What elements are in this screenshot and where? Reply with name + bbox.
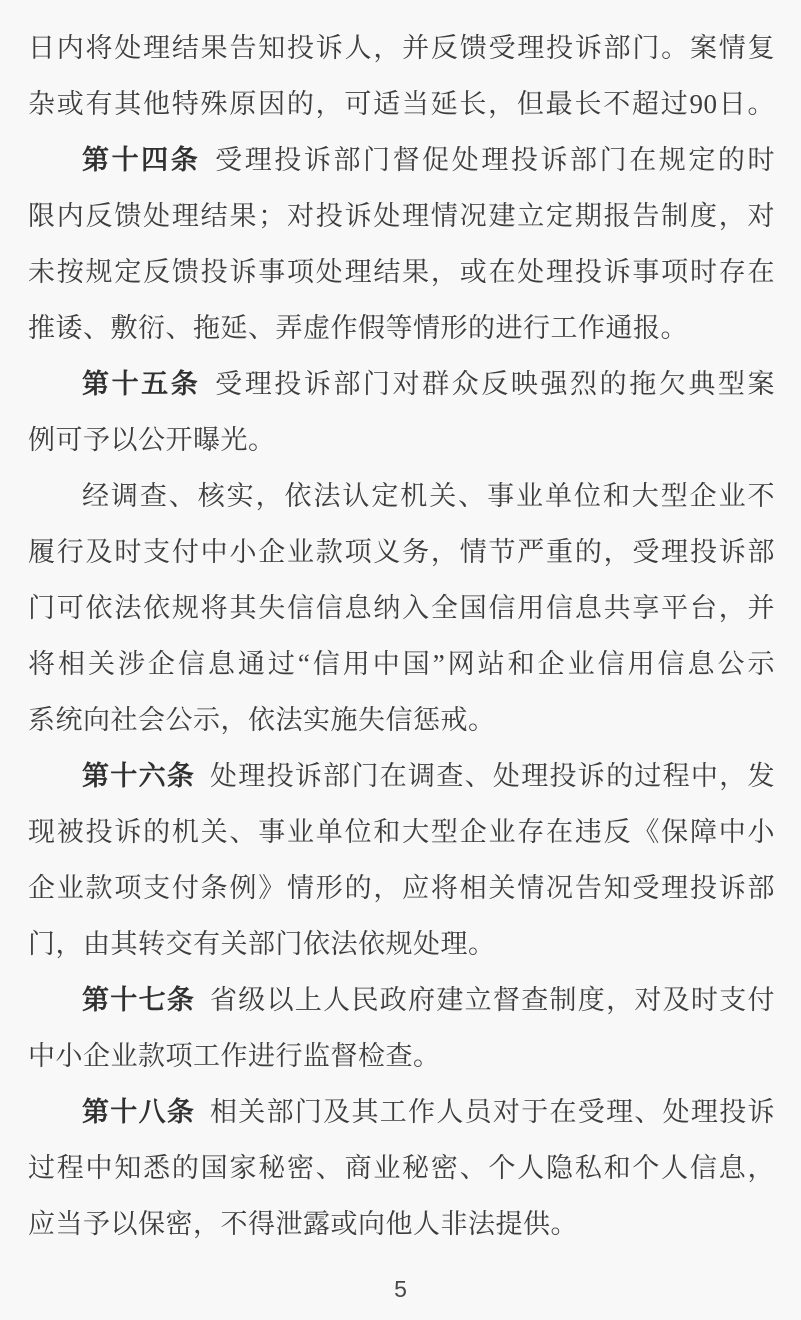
text-line <box>28 188 775 244</box>
line-text: 企业款项支付条例》情形的，应将相关情况告知受理投诉部 <box>28 873 775 903</box>
text-line <box>28 692 775 748</box>
text-line <box>28 1196 775 1252</box>
text-line <box>28 76 775 132</box>
line-text: 相关部门及其工作人员对于在受理、处理投诉 <box>210 1097 776 1127</box>
text-line <box>28 1140 775 1196</box>
text-line <box>28 860 775 916</box>
page-number: 5 <box>394 1276 407 1302</box>
text-line <box>28 20 775 76</box>
line-text: 受理投诉部门督促处理投诉部门在规定的时 <box>215 145 776 175</box>
line-text: 过程中知悉的国家秘密、商业秘密、个人隐私和个人信息， <box>28 1153 775 1183</box>
line-text: 杂或有其他特殊原因的，可适当延长，但最长不超过90日。 <box>28 89 775 119</box>
line-text: 省级以上人民政府建立督查制度，对及时支付 <box>210 985 776 1015</box>
line-text: 处理投诉部门在调查、处理投诉的过程中，发 <box>210 761 776 791</box>
article-line <box>28 356 775 412</box>
line-text: 将相关涉企信息通过“信用中国”网站和企业信用信息公示 <box>28 649 775 679</box>
line-text: 推诿、敷衍、拖延、弄虚作假等情形的进行工作通报。 <box>28 313 688 343</box>
line-text: 门，由其转交有关部门依法依规处理。 <box>28 929 496 959</box>
line-text: 受理投诉部门对群众反映强烈的拖欠典型案 <box>215 369 776 399</box>
line-text: 系统向社会公示，依法实施失信惩戒。 <box>28 705 496 735</box>
text-line <box>28 1028 775 1084</box>
line-text: 中小企业款项工作进行监督检查。 <box>28 1041 441 1071</box>
article-number: 第十八条 <box>82 1097 196 1127</box>
text-line <box>28 580 775 636</box>
text-line <box>28 636 775 692</box>
line-text: 日内将处理结果告知投诉人，并反馈受理投诉部门。案情复 <box>28 33 775 63</box>
page-footer <box>0 1276 801 1303</box>
text-line <box>28 244 775 300</box>
article-number: 第十五条 <box>82 369 201 399</box>
article-line <box>28 748 775 804</box>
line-text: 限内反馈处理结果；对投诉处理情况建立定期报告制度，对 <box>28 201 775 231</box>
article-line <box>28 132 775 188</box>
article-number: 第十七条 <box>82 985 196 1015</box>
line-text: 未按规定反馈投诉事项处理结果，或在处理投诉事项时存在 <box>28 257 775 287</box>
text-line <box>28 412 775 468</box>
text-line <box>28 916 775 972</box>
line-text: 门可依法依规将其失信信息纳入全国信用信息共享平台，并 <box>28 593 775 623</box>
line-text: 履行及时支付中小企业款项义务，情节严重的，受理投诉部 <box>28 537 775 567</box>
text-line <box>28 804 775 860</box>
line-text: 经调查、核实，依法认定机关、事业单位和大型企业不 <box>82 481 775 511</box>
line-text: 现被投诉的机关、事业单位和大型企业存在违反《保障中小 <box>28 817 775 847</box>
line-text: 应当予以保密，不得泄露或向他人非法提供。 <box>28 1209 578 1239</box>
article-number: 第十六条 <box>82 761 196 791</box>
article-number: 第十四条 <box>82 145 201 175</box>
text-line <box>28 524 775 580</box>
text-line <box>28 468 775 524</box>
article-line <box>28 1084 775 1140</box>
line-text: 例可予以公开曝光。 <box>28 425 276 455</box>
article-line <box>28 972 775 1028</box>
text-line <box>28 300 775 356</box>
